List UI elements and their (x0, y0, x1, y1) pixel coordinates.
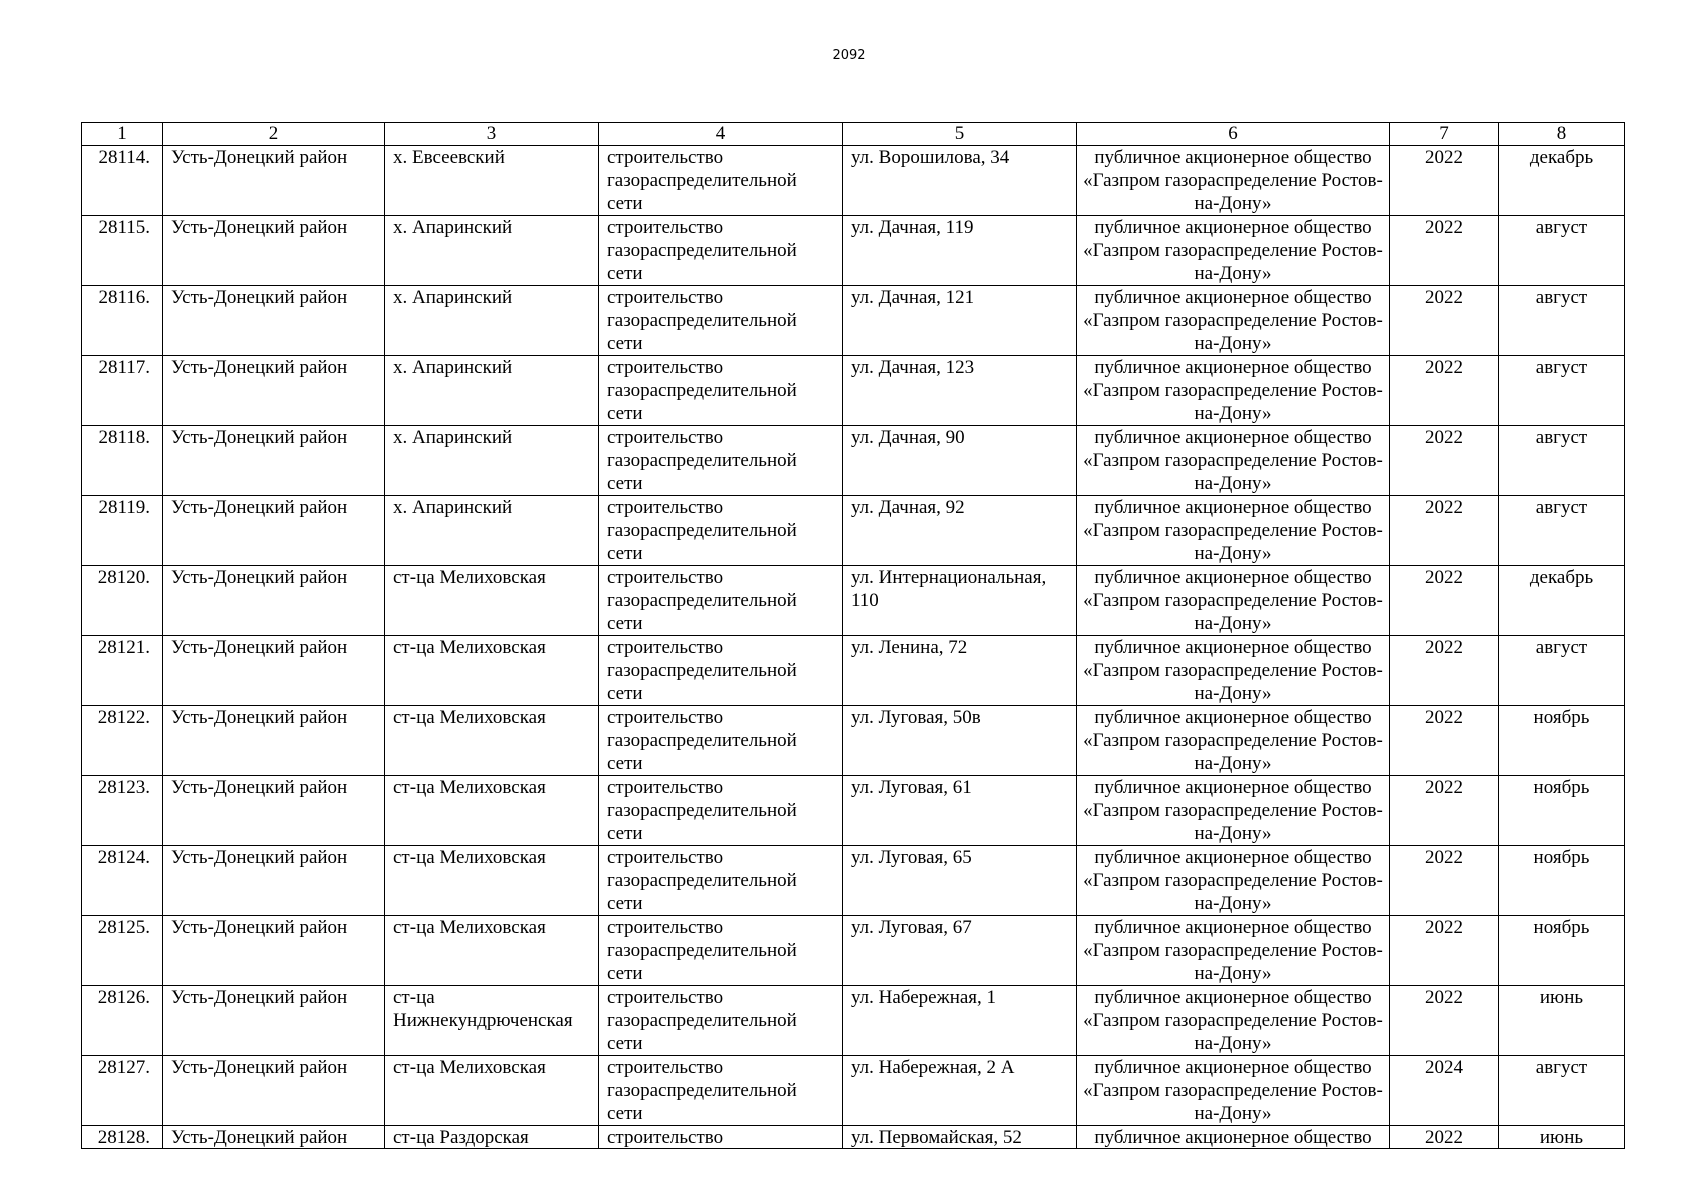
district-cell (163, 496, 385, 566)
address-cell (843, 496, 1077, 566)
row-number-cell-text: 28125. (97, 917, 150, 938)
column-header: 6 (1077, 123, 1390, 146)
organization-cell-text: публичное акционерное общество «Газпром газораспределение Ростов-на-Дону» (1083, 287, 1383, 354)
year-cell-text: 2022 (1425, 707, 1463, 728)
settlement-cell (385, 426, 599, 496)
row-number-cell (82, 986, 163, 1056)
work-type-cell (599, 496, 843, 566)
row-number-cell (82, 286, 163, 356)
year-cell-text: 2022 (1425, 1127, 1463, 1148)
address-cell-text: ул. Луговая, 50в (851, 707, 981, 728)
table-row (82, 846, 1625, 916)
district-cell-text: Усть-Донецкий район (171, 917, 348, 938)
year-cell (1390, 286, 1499, 356)
table-row (82, 916, 1625, 986)
district-cell (163, 566, 385, 636)
address-cell (843, 286, 1077, 356)
district-cell-text: Усть-Донецкий район (171, 847, 348, 868)
month-cell (1499, 636, 1625, 706)
address-cell-text: ул. Луговая, 67 (851, 917, 972, 938)
work-type-cell-text: строительство газораспределительной сети (607, 987, 797, 1054)
row-number-cell-text: 28124. (97, 847, 150, 868)
settlement-cell (385, 636, 599, 706)
work-type-cell (599, 986, 843, 1056)
settlement-cell (385, 986, 599, 1056)
organization-cell (1077, 496, 1390, 566)
year-cell (1390, 776, 1499, 846)
table-row (82, 496, 1625, 566)
district-cell-text: Усть-Донецкий район (171, 1127, 348, 1148)
address-cell-text: ул. Луговая, 61 (851, 777, 972, 798)
table-row (82, 636, 1625, 706)
settlement-cell (385, 356, 599, 426)
organization-cell-text: публичное акционерное общество «Газпром газораспределение Ростов-на-Дону» (1083, 847, 1383, 914)
work-type-cell (599, 426, 843, 496)
row-number-cell-text: 28115. (98, 217, 150, 238)
row-number-cell-text: 28128. (97, 1127, 150, 1148)
settlement-cell-text: ст-ца Мелиховская (393, 847, 546, 868)
month-cell-text: август (1535, 637, 1588, 658)
work-type-cell-text: строительство газораспределительной сети (607, 427, 797, 494)
work-type-cell (599, 356, 843, 426)
settlement-cell (385, 566, 599, 636)
month-cell (1499, 986, 1625, 1056)
year-cell (1390, 1056, 1499, 1126)
table-row (82, 1056, 1625, 1126)
organization-cell-text: публичное акционерное общество «Газпром газораспределение Ростов-на-Дону» (1083, 777, 1383, 844)
district-cell-text: Усть-Донецкий район (171, 707, 348, 728)
year-cell-text: 2022 (1425, 427, 1463, 448)
month-cell (1499, 426, 1625, 496)
organization-cell-text: публичное акционерное общество «Газпром газораспределение Ростов-на-Дону» (1083, 357, 1383, 424)
settlement-cell-text: ст-ца Мелиховская (393, 637, 546, 658)
organization-cell-text: публичное акционерное общество «Газпром газораспределение Ростов-на-Дону» (1083, 1057, 1383, 1124)
district-cell (163, 356, 385, 426)
address-cell-text: ул. Набережная, 1 (851, 987, 997, 1008)
month-cell (1499, 566, 1625, 636)
column-header: 7 (1390, 123, 1499, 146)
month-cell-text: ноябрь (1533, 847, 1590, 868)
work-type-cell-text: строительство газораспределительной сети (607, 217, 797, 284)
organization-cell-text: публичное акционерное общество «Газпром газораспределение Ростов-на-Дону» (1083, 707, 1383, 774)
month-cell-text: июнь (1539, 1127, 1584, 1148)
row-number-cell-text: 28118. (98, 427, 150, 448)
year-cell-text: 2022 (1425, 847, 1463, 868)
address-cell (843, 146, 1077, 216)
table-row (82, 146, 1625, 216)
district-cell (163, 216, 385, 286)
district-cell-text: Усть-Донецкий район (171, 777, 348, 798)
settlement-cell-text: ст-ца Раздорская (393, 1127, 529, 1148)
work-type-cell-text: строительство газораспределительной сети (607, 357, 797, 424)
settlement-cell-text: х. Апаринский (393, 287, 513, 308)
work-type-cell-text: строительство газораспределительной сети (607, 847, 797, 914)
organization-cell (1077, 846, 1390, 916)
work-type-cell (599, 1056, 843, 1126)
address-cell (843, 706, 1077, 776)
address-cell-text: ул. Дачная, 92 (851, 497, 965, 518)
district-cell (163, 636, 385, 706)
district-cell-text: Усть-Донецкий район (171, 987, 348, 1008)
row-number-cell-text: 28116. (98, 287, 150, 308)
work-type-cell (599, 216, 843, 286)
year-cell-text: 2024 (1425, 1057, 1463, 1078)
address-cell-text: ул. Дачная, 90 (851, 427, 965, 448)
address-cell-text: ул. Дачная, 121 (851, 287, 975, 308)
address-cell (843, 426, 1077, 496)
district-cell-text: Усть-Донецкий район (171, 427, 348, 448)
row-number-cell-text: 28123. (97, 777, 150, 798)
organization-cell (1077, 286, 1390, 356)
header-row (82, 123, 1625, 146)
month-cell (1499, 286, 1625, 356)
work-type-cell-text: строительство газораспределительной сети (607, 917, 797, 984)
district-cell (163, 146, 385, 216)
month-cell (1499, 496, 1625, 566)
month-cell (1499, 916, 1625, 986)
address-cell-text: ул. Дачная, 119 (851, 217, 974, 238)
month-cell-text: август (1535, 217, 1588, 238)
year-cell-text: 2022 (1425, 497, 1463, 518)
year-cell-text: 2022 (1425, 987, 1463, 1008)
organization-cell (1077, 1126, 1390, 1149)
organization-cell (1077, 426, 1390, 496)
row-number-cell-text: 28122. (97, 707, 150, 728)
organization-cell (1077, 916, 1390, 986)
row-number-cell-text: 28119. (98, 497, 150, 518)
work-type-cell (599, 1126, 843, 1149)
work-type-cell (599, 146, 843, 216)
work-type-cell-text: строительство газораспределительной сети (607, 147, 797, 214)
district-cell-text: Усть-Донецкий район (171, 567, 348, 588)
address-cell (843, 916, 1077, 986)
row-number-cell (82, 1056, 163, 1126)
address-cell (843, 1056, 1077, 1126)
month-cell (1499, 1126, 1625, 1149)
row-number-cell-text: 28127. (97, 1057, 150, 1078)
table-row (82, 566, 1625, 636)
settlement-cell (385, 916, 599, 986)
settlement-cell-text: ст-ца Нижнекундрюченская (393, 987, 573, 1031)
settlement-cell (385, 1056, 599, 1126)
work-type-cell (599, 776, 843, 846)
table-body (82, 146, 1625, 1149)
address-cell-text: ул. Набережная, 2 А (851, 1057, 1015, 1078)
settlement-cell-text: ст-ца Мелиховская (393, 777, 546, 798)
organization-cell-text: публичное акционерное общество «Газпром газораспределение Ростов-на-Дону» (1083, 147, 1383, 214)
settlement-cell-text: ст-ца Мелиховская (393, 917, 546, 938)
settlement-cell-text: х. Евсеевский (393, 147, 505, 168)
year-cell (1390, 566, 1499, 636)
year-cell (1390, 216, 1499, 286)
year-cell-text: 2022 (1425, 357, 1463, 378)
column-header: 3 (385, 123, 599, 146)
month-cell-text: август (1535, 497, 1588, 518)
month-cell-text: декабрь (1529, 147, 1594, 168)
organization-cell-text: публичное акционерное общество «Газпром газораспределение Ростов-на-Дону» (1083, 567, 1383, 634)
table-row (82, 426, 1625, 496)
month-cell-text: август (1535, 357, 1588, 378)
address-cell (843, 986, 1077, 1056)
year-cell (1390, 986, 1499, 1056)
row-number-cell (82, 216, 163, 286)
table-row (82, 1126, 1625, 1149)
organization-cell (1077, 216, 1390, 286)
address-cell-text: ул. Первомайская, 52 (851, 1127, 1022, 1148)
work-type-cell (599, 846, 843, 916)
table-row (82, 216, 1625, 286)
address-cell (843, 216, 1077, 286)
district-cell (163, 776, 385, 846)
organization-cell (1077, 776, 1390, 846)
row-number-cell-text: 28126. (97, 987, 150, 1008)
row-number-cell (82, 776, 163, 846)
year-cell-text: 2022 (1425, 217, 1463, 238)
page-number: 2092 (832, 48, 866, 63)
row-number-cell (82, 916, 163, 986)
organization-cell-text: публичное акционерное общество «Газпром газораспределение Ростов-на-Дону» (1083, 497, 1383, 564)
row-number-cell-text: 28117. (98, 357, 150, 378)
address-cell-text: ул. Ленина, 72 (851, 637, 968, 658)
month-cell-text: август (1535, 1057, 1588, 1078)
row-number-cell (82, 706, 163, 776)
data-table (81, 122, 1625, 1149)
settlement-cell (385, 146, 599, 216)
year-cell-text: 2022 (1425, 637, 1463, 658)
month-cell (1499, 356, 1625, 426)
organization-cell (1077, 146, 1390, 216)
row-number-cell-text: 28120. (97, 567, 150, 588)
row-number-cell-text: 28114. (98, 147, 150, 168)
work-type-cell-text: строительство газораспределительной сети (607, 637, 797, 704)
district-cell-text: Усть-Донецкий район (171, 497, 348, 518)
month-cell (1499, 216, 1625, 286)
month-cell (1499, 706, 1625, 776)
month-cell-text: ноябрь (1533, 777, 1590, 798)
row-number-cell-text: 28121. (97, 637, 150, 658)
work-type-cell-text: строительство газораспределительной сети (607, 497, 797, 564)
address-cell-text: ул. Дачная, 123 (851, 357, 975, 378)
table-row (82, 356, 1625, 426)
settlement-cell (385, 776, 599, 846)
organization-cell (1077, 356, 1390, 426)
work-type-cell-text: строительство (607, 1127, 724, 1148)
month-cell (1499, 146, 1625, 216)
row-number-cell (82, 146, 163, 216)
settlement-cell (385, 286, 599, 356)
organization-cell (1077, 636, 1390, 706)
address-cell (843, 566, 1077, 636)
row-number-cell (82, 1126, 163, 1149)
row-number-cell (82, 356, 163, 426)
year-cell (1390, 496, 1499, 566)
district-cell-text: Усть-Донецкий район (171, 637, 348, 658)
organization-cell (1077, 706, 1390, 776)
month-cell (1499, 846, 1625, 916)
organization-cell-text: публичное акционерное общество «Газпром газораспределение Ростов-на-Дону» (1083, 427, 1383, 494)
work-type-cell (599, 636, 843, 706)
settlement-cell (385, 1126, 599, 1149)
settlement-cell (385, 496, 599, 566)
work-type-cell-text: строительство газораспределительной сети (607, 707, 797, 774)
work-type-cell-text: строительство газораспределительной сети (607, 567, 797, 634)
address-cell (843, 356, 1077, 426)
year-cell-text: 2022 (1425, 567, 1463, 588)
address-cell (843, 1126, 1077, 1149)
district-cell (163, 426, 385, 496)
address-cell (843, 776, 1077, 846)
address-cell-text: ул. Ворошилова, 34 (851, 147, 1010, 168)
organization-cell-text: публичное акционерное общество «Газпром газораспределение Ростов-на-Дону» (1083, 917, 1383, 984)
column-header: 5 (843, 123, 1077, 146)
table-row (82, 286, 1625, 356)
settlement-cell (385, 216, 599, 286)
month-cell-text: июнь (1539, 987, 1584, 1008)
year-cell (1390, 1126, 1499, 1149)
settlement-cell-text: х. Апаринский (393, 427, 513, 448)
month-cell-text: август (1535, 287, 1588, 308)
address-cell-text: ул. Луговая, 65 (851, 847, 972, 868)
row-number-cell (82, 496, 163, 566)
settlement-cell-text: х. Апаринский (393, 217, 513, 238)
table-row (82, 706, 1625, 776)
district-cell (163, 286, 385, 356)
year-cell (1390, 916, 1499, 986)
district-cell-text: Усть-Донецкий район (171, 147, 348, 168)
column-header: 8 (1499, 123, 1625, 146)
year-cell (1390, 706, 1499, 776)
district-cell-text: Усть-Донецкий район (171, 357, 348, 378)
row-number-cell (82, 846, 163, 916)
year-cell (1390, 636, 1499, 706)
year-cell-text: 2022 (1425, 917, 1463, 938)
organization-cell-text: публичное акционерное общество «Газпром газораспределение Ростов-на-Дону» (1083, 217, 1383, 284)
work-type-cell (599, 916, 843, 986)
row-number-cell (82, 566, 163, 636)
district-cell (163, 916, 385, 986)
address-cell-text: ул. Интернациональная, 110 (851, 567, 1047, 611)
year-cell (1390, 146, 1499, 216)
column-header: 1 (82, 123, 163, 146)
address-cell (843, 636, 1077, 706)
month-cell-text: декабрь (1529, 567, 1594, 588)
organization-cell-text: публичное акционерное общество (1094, 1127, 1372, 1148)
district-cell-text: Усть-Донецкий район (171, 287, 348, 308)
year-cell (1390, 426, 1499, 496)
month-cell-text: ноябрь (1533, 917, 1590, 938)
year-cell-text: 2022 (1425, 287, 1463, 308)
organization-cell-text: публичное акционерное общество «Газпром газораспределение Ростов-на-Дону» (1083, 987, 1383, 1054)
work-type-cell (599, 566, 843, 636)
work-type-cell (599, 706, 843, 776)
month-cell (1499, 776, 1625, 846)
column-header: 2 (163, 123, 385, 146)
settlement-cell-text: ст-ца Мелиховская (393, 707, 546, 728)
district-cell-text: Усть-Донецкий район (171, 1057, 348, 1078)
column-header: 4 (599, 123, 843, 146)
address-cell (843, 846, 1077, 916)
year-cell (1390, 356, 1499, 426)
month-cell (1499, 1056, 1625, 1126)
settlement-cell-text: ст-ца Мелиховская (393, 567, 546, 588)
work-type-cell-text: строительство газораспределительной сети (607, 287, 797, 354)
work-type-cell-text: строительство газораспределительной сети (607, 1057, 797, 1124)
organization-cell (1077, 566, 1390, 636)
table-row (82, 986, 1625, 1056)
district-cell (163, 1056, 385, 1126)
settlement-cell-text: х. Апаринский (393, 357, 513, 378)
district-cell (163, 986, 385, 1056)
settlement-cell-text: ст-ца Мелиховская (393, 1057, 546, 1078)
district-cell (163, 846, 385, 916)
month-cell-text: ноябрь (1533, 707, 1590, 728)
organization-cell (1077, 1056, 1390, 1126)
year-cell-text: 2022 (1425, 777, 1463, 798)
year-cell-text: 2022 (1425, 147, 1463, 168)
district-cell-text: Усть-Донецкий район (171, 217, 348, 238)
row-number-cell (82, 636, 163, 706)
district-cell (163, 706, 385, 776)
year-cell (1390, 846, 1499, 916)
district-cell (163, 1126, 385, 1149)
work-type-cell-text: строительство газораспределительной сети (607, 777, 797, 844)
work-type-cell (599, 286, 843, 356)
settlement-cell (385, 846, 599, 916)
organization-cell-text: публичное акционерное общество «Газпром газораспределение Ростов-на-Дону» (1083, 637, 1383, 704)
settlement-cell-text: х. Апаринский (393, 497, 513, 518)
organization-cell (1077, 986, 1390, 1056)
month-cell-text: август (1535, 427, 1588, 448)
table-row (82, 776, 1625, 846)
settlement-cell (385, 706, 599, 776)
row-number-cell (82, 426, 163, 496)
